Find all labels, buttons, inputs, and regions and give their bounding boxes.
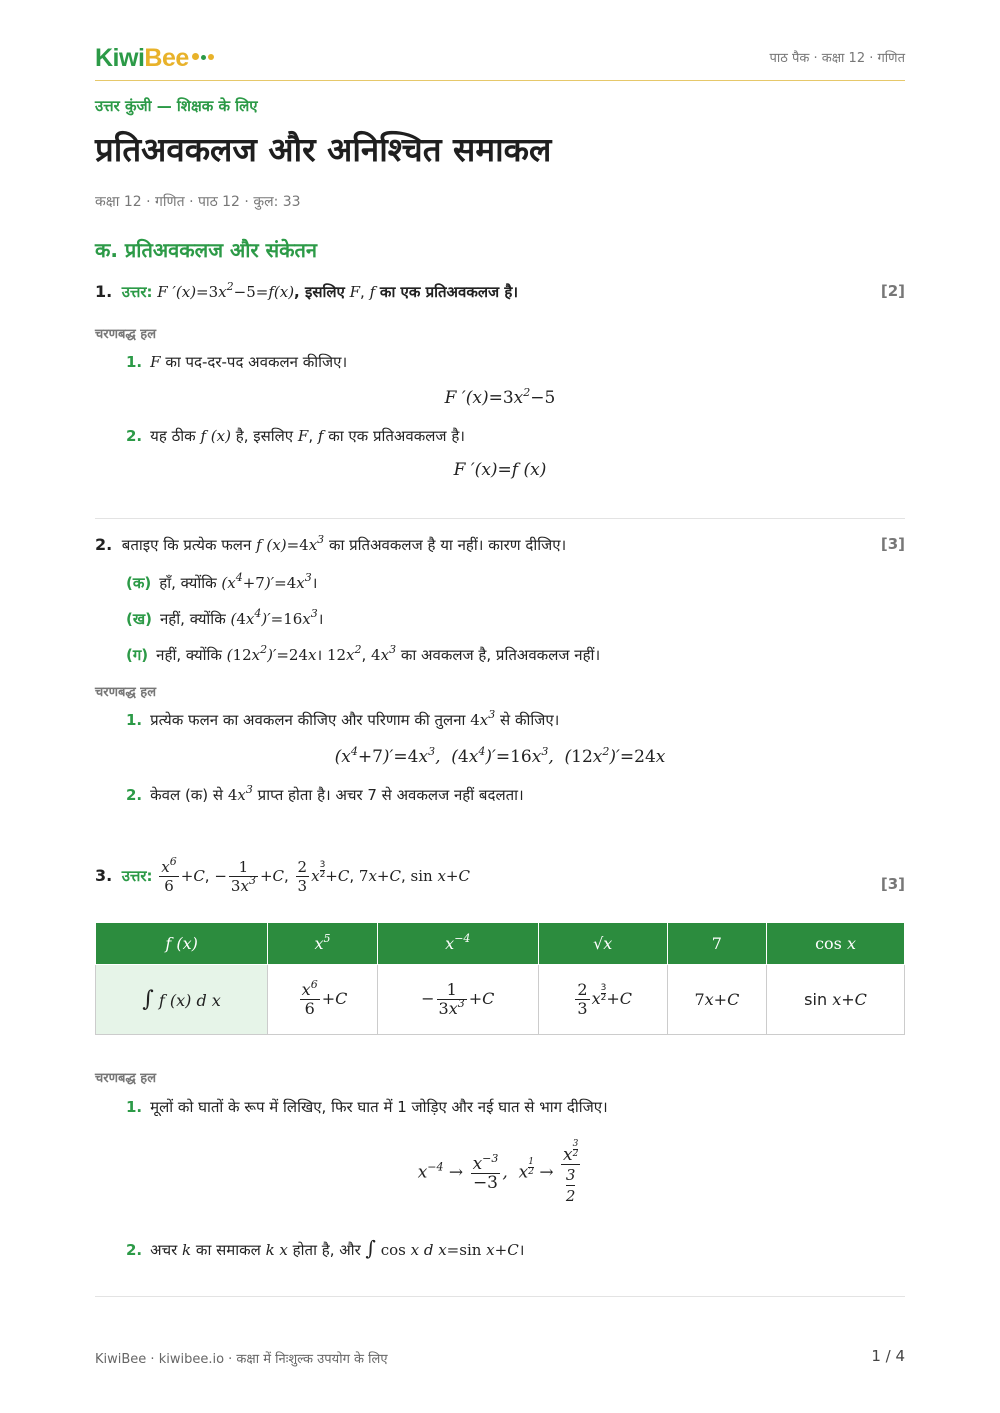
q1-equation-1: F $'(x)=3x^2-5$ bbox=[444, 386, 556, 408]
q1-step-1: 1. F का पद-दर-पद अवकलन कीजिए। bbox=[126, 353, 348, 371]
q2-equation: $(x^4+7)'=4x^3$, $(4x^4)'=16x^3$, $(12x^2)'=24x$ bbox=[334, 745, 666, 767]
table-cell: ∫ f (x) d x bbox=[96, 965, 268, 1035]
table-header-cell: √x bbox=[538, 923, 667, 965]
table-cell: − $\frac{1}{3x^3}$ +C bbox=[377, 965, 538, 1035]
q1-marks: [2] bbox=[880, 282, 905, 300]
table-cell: sin x+C bbox=[767, 965, 905, 1035]
q1-step-2: 2. यह ठीक f (x) है, इसलिए F, f का एक प्रतिअवकलज है। bbox=[126, 427, 465, 445]
page-title: प्रतिअवकलज और अनिश्चित समाकल bbox=[95, 130, 552, 169]
q2-step-1: 1. प्रत्येक फलन का अवकलन कीजिए और परिणाम की तुलना $4x^3$ से कीजिए। bbox=[126, 708, 560, 729]
antiderivative-table bbox=[95, 922, 905, 1035]
question-1: 1. उत्तर: F $'(x)=3x^2-5=f(x)$, इसलिए F, f का एक प्रतिअवकलज है। [2] bbox=[95, 280, 905, 301]
table-header-cell: f (x) bbox=[96, 923, 268, 965]
q3-equation: $x^{-4}$ → $\frac{x^{-3}}{-3}$ , x $\frac{1}{2}$ → x $\frac{3}{2}$ $\frac{3}{2}$ bbox=[417, 1139, 579, 1205]
divider bbox=[95, 518, 905, 519]
q2-steps-heading: चरणबद्ध हल bbox=[95, 685, 157, 700]
question-2: 2. बताइए कि प्रत्येक फलन f $(x)=4x^3$ का प्रतिअवकलज है या नहीं। कारण दीजिए। [3] bbox=[95, 533, 905, 554]
q3-step-2: 2. अचर k का समाकल k x होता है, और ∫ cos x d x=sin x+C। bbox=[126, 1236, 525, 1260]
q2-marks: [3] bbox=[880, 535, 905, 553]
q1-equation-2: F ′(x)=f (x) bbox=[453, 460, 547, 480]
page-footer bbox=[95, 1296, 905, 1376]
table-header-cell: $x^{-4}$ bbox=[377, 923, 538, 965]
table-header-cell: cos x bbox=[767, 923, 905, 965]
table-header-cell: $x^5$ bbox=[268, 923, 378, 965]
page-header bbox=[95, 38, 905, 81]
q3-steps-heading: चरणबद्ध हल bbox=[95, 1071, 157, 1086]
q2-step-2: 2. केवल (क) से $4x^3$ प्राप्त होता है। अचर 7 से अवकलज नहीं बदलता। bbox=[126, 783, 524, 804]
q3-marks: [3] bbox=[880, 875, 905, 893]
question-3: 3. उत्तर: $\frac{x^6}{6}$ +C, − $\frac{1}{3x^3}$ +C, $\frac{2}{3}$ x $\frac{3}{2}$ +C, 7x+C, sin x+C [3] bbox=[95, 855, 905, 895]
page-meta: कक्षा 12 · गणित · पाठ 12 · कुल: 33 bbox=[95, 194, 301, 210]
section-heading: क. प्रतिअवकलज और संकेतन bbox=[95, 238, 317, 262]
table-cell: 7x+C bbox=[667, 965, 766, 1035]
header-meta: पाठ पैक · कक्षा 12 · गणित bbox=[769, 51, 905, 66]
q3-step-1: 1. मूलों को घातों के रूप में लिखिए, फिर घात में 1 जोड़िए और नई घात से भाग दीजिए। bbox=[126, 1098, 608, 1116]
table-cell: $\frac{2}{3}$ x $\frac{3}{2}$ +C bbox=[538, 965, 667, 1035]
q2-option-c: (ग) नहीं, क्योंकि $(12x^2)'=24x।$ $12x^2$, $4x^3$ का अवकलज है, प्रतिअवकलज नहीं। bbox=[126, 643, 601, 664]
logo-dots-icon bbox=[192, 38, 216, 67]
brand-logo: KiwiBee bbox=[95, 38, 216, 73]
page-number: 1 / 4 bbox=[871, 1347, 905, 1365]
table-cell: $\frac{x^6}{6}$ +C bbox=[268, 965, 378, 1035]
answer-key-kicker: उत्तर कुंजी — शिक्षक के लिए bbox=[95, 97, 258, 115]
q2-option-b: (ख) नहीं, क्योंकि $(4x^4)'=16x^3।$ bbox=[126, 607, 324, 628]
table-header-cell: 7 bbox=[667, 923, 766, 965]
q1-steps-heading: चरणबद्ध हल bbox=[95, 327, 157, 342]
footer-text: KiwiBee · kiwibee.io · कक्षा में निःशुल्क उपयोग के लिए bbox=[95, 1352, 388, 1367]
q2-option-a: (क) हाँ, क्योंकि $(x^4+7)'=4x^3।$ bbox=[126, 571, 318, 592]
